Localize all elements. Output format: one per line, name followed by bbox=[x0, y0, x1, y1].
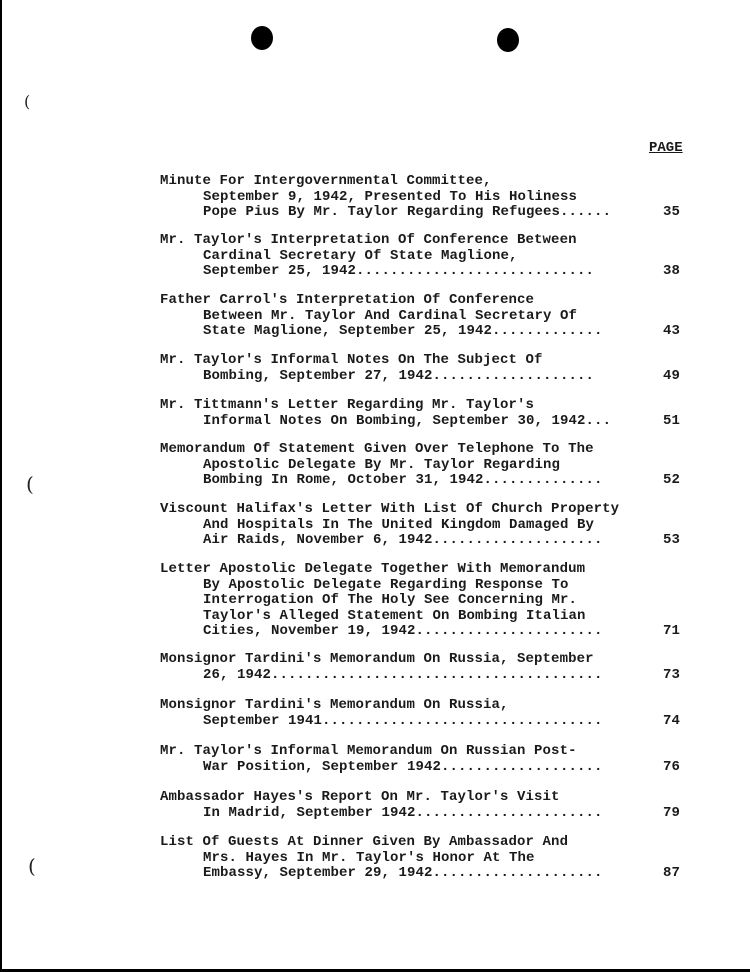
entry-title-continuation: By Apostolic Delegate Regarding Response To bbox=[203, 576, 569, 593]
page-number: 35 bbox=[662, 204, 680, 221]
entry-title: Mr. Taylor's Informal Memorandum On Russian Post- bbox=[160, 743, 577, 759]
page-number: 43 bbox=[662, 323, 680, 340]
margin-mark: ( bbox=[26, 472, 34, 496]
page-number: 87 bbox=[662, 865, 680, 882]
entry-title: Mr. Tittmann's Letter Regarding Mr. Taylor's bbox=[160, 397, 535, 413]
toc-entry bbox=[160, 698, 680, 729]
page-number: 71 bbox=[662, 623, 680, 640]
entry-title: Monsignor Tardini's Memorandum On Russia, bbox=[160, 697, 509, 713]
entry-title: Memorandum Of Statement Given Over Telephone To The bbox=[160, 441, 594, 457]
entry-title-continuation: Bombing In Rome, October 31, 1942.............. bbox=[203, 472, 603, 489]
entry-title-continuation: In Madrid, September 1942...................... bbox=[203, 804, 603, 821]
scan-edge-left bbox=[0, 0, 2, 972]
page-number: 52 bbox=[662, 472, 680, 489]
page-number: 73 bbox=[662, 666, 680, 683]
margin-mark: ( bbox=[28, 854, 36, 878]
punch-hole-left bbox=[251, 26, 273, 50]
toc-entry bbox=[160, 652, 680, 683]
punch-hole-right bbox=[497, 28, 519, 52]
entry-title: Mr. Taylor's Informal Notes On The Subject Of bbox=[160, 352, 543, 368]
toc-entry bbox=[160, 233, 680, 280]
entry-title-continuation: State Maglione, September 25, 1942............. bbox=[203, 323, 603, 340]
entry-title-continuation: Taylor's Alleged Statement On Bombing Italian bbox=[203, 607, 586, 624]
entry-title: Monsignor Tardini's Memorandum On Russia, September bbox=[160, 651, 594, 667]
entry-title-continuation: Air Raids, November 6, 1942.................... bbox=[203, 532, 603, 549]
page-number: 76 bbox=[662, 758, 680, 775]
toc-entry bbox=[160, 293, 680, 340]
page-number: 74 bbox=[662, 712, 680, 729]
entry-title-continuation: 26, 1942....................................... bbox=[203, 666, 603, 683]
entry-title-continuation: War Position, September 1942................... bbox=[203, 758, 603, 775]
entry-title: Father Carrol's Interpretation Of Conference bbox=[160, 292, 535, 308]
entry-title-continuation: Mrs. Hayes In Mr. Taylor's Honor At The bbox=[203, 849, 535, 866]
page-number: 51 bbox=[662, 412, 680, 429]
entry-title-continuation: Cardinal Secretary Of State Maglione, bbox=[203, 247, 518, 264]
toc-entry bbox=[160, 442, 680, 489]
toc-entry bbox=[160, 174, 680, 221]
page-number: 79 bbox=[662, 804, 680, 821]
entry-title-continuation: Embassy, September 29, 1942.................... bbox=[203, 865, 603, 882]
entry-title-continuation: And Hospitals In The United Kingdom Damaged By bbox=[203, 516, 595, 533]
entry-title-continuation: September 25, 1942............................ bbox=[203, 263, 595, 280]
entry-title: List Of Guests At Dinner Given By Ambassador And bbox=[160, 834, 569, 850]
toc-entry bbox=[160, 790, 680, 821]
entry-title: Viscount Halifax's Letter With List Of Church Property bbox=[160, 501, 620, 517]
toc-entry bbox=[160, 502, 680, 549]
entry-title-continuation: September 1941................................. bbox=[203, 712, 603, 729]
toc-entry bbox=[160, 353, 680, 384]
page-number: 38 bbox=[662, 263, 680, 280]
page-column-heading: PAGE bbox=[649, 140, 683, 156]
entry-title-continuation: Cities, November 19, 1942...................... bbox=[203, 623, 603, 640]
toc-entry bbox=[160, 398, 680, 429]
toc-entry bbox=[160, 562, 680, 640]
entry-title-continuation: Apostolic Delegate By Mr. Taylor Regarding bbox=[203, 456, 561, 473]
entry-title-continuation: September 9, 1942, Presented To His Holiness bbox=[203, 188, 578, 205]
entry-title: Mr. Taylor's Interpretation Of Conference Between bbox=[160, 232, 577, 248]
entry-title-continuation: Bombing, September 27, 1942................... bbox=[203, 367, 595, 384]
margin-mark: ( bbox=[24, 92, 31, 111]
entry-title: Minute For Intergovernmental Committee, bbox=[160, 173, 492, 189]
entry-title-continuation: Interrogation Of The Holy See Concerning Mr. bbox=[203, 592, 578, 609]
entry-title-continuation: Between Mr. Taylor And Cardinal Secretary Of bbox=[203, 307, 578, 324]
entry-title-continuation: Pope Pius By Mr. Taylor Regarding Refugees...... bbox=[203, 204, 612, 221]
entry-title: Ambassador Hayes's Report On Mr. Taylor's Visit bbox=[160, 789, 560, 805]
page-number: 53 bbox=[662, 532, 680, 549]
entry-title: Letter Apostolic Delegate Together With Memorandum bbox=[160, 561, 586, 577]
toc-entry bbox=[160, 835, 680, 882]
page-number: 49 bbox=[662, 367, 680, 384]
toc-entry bbox=[160, 744, 680, 775]
entry-title-continuation: Informal Notes On Bombing, September 30, 1942... bbox=[203, 412, 612, 429]
